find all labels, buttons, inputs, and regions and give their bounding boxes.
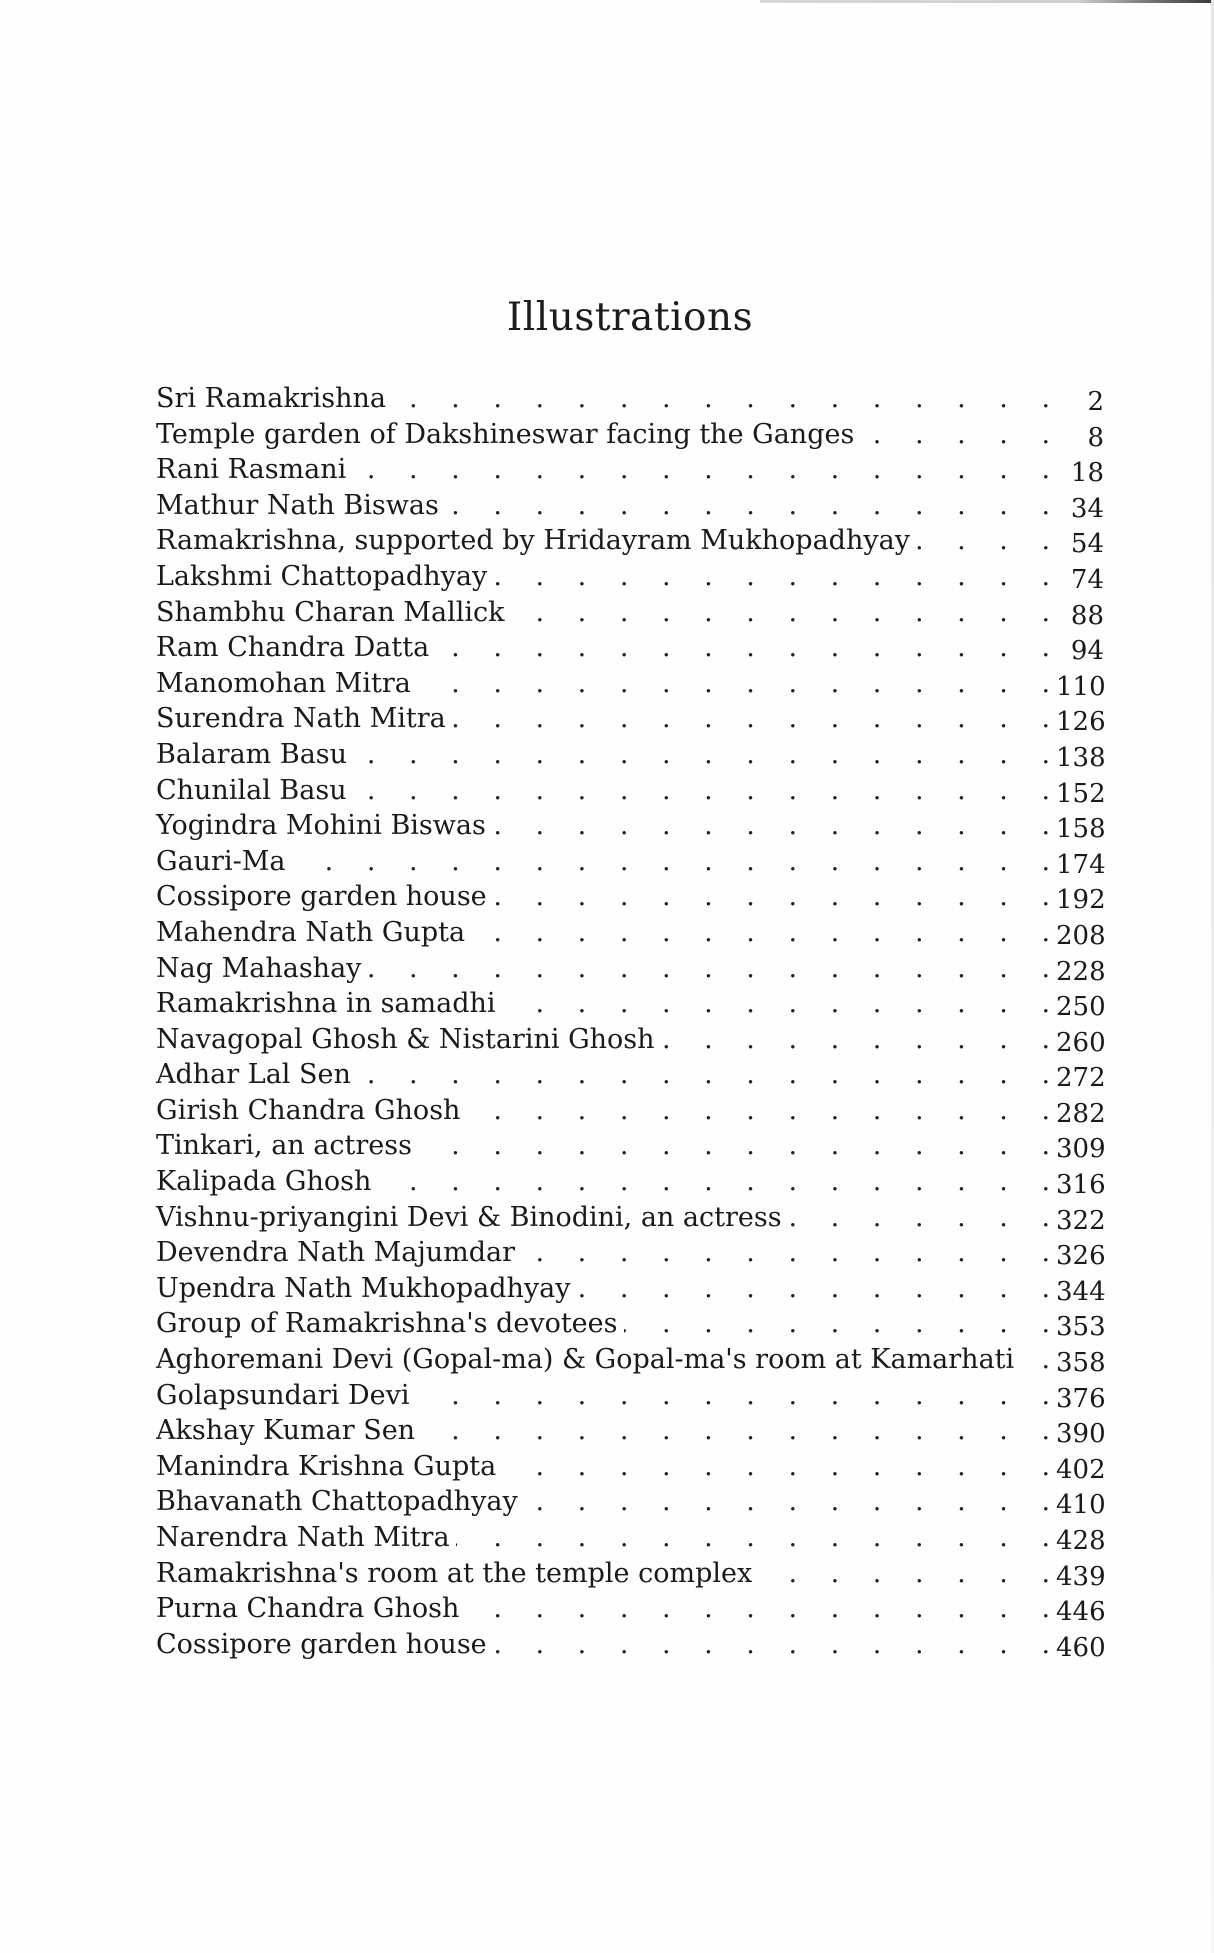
list-item — [156, 666, 1104, 702]
entry-label: Sri Ramakrishna — [156, 381, 392, 417]
list-item — [156, 701, 1104, 737]
entry-label: Adhar Lal Sen — [156, 1057, 357, 1093]
list-item — [156, 1449, 1104, 1485]
list-item — [156, 1128, 1104, 1164]
entry-label: Group of Ramakrishna's devotees — [156, 1306, 624, 1342]
entry-label: Manindra Krishna Gupta — [156, 1449, 502, 1485]
list-item — [156, 1591, 1104, 1627]
entry-page-number: 158 — [1056, 812, 1104, 848]
list-item — [156, 488, 1104, 524]
entry-label: Navagopal Ghosh & Nistarini Ghosh — [156, 1022, 661, 1058]
list-item — [156, 808, 1104, 844]
entry-page-number: 94 — [1056, 634, 1104, 670]
entry-page-number: 192 — [1056, 883, 1104, 919]
entry-label: Girish Chandra Ghosh — [156, 1093, 466, 1129]
entry-page-number: 250 — [1056, 990, 1104, 1026]
entry-label: Cossipore garden house — [156, 879, 493, 915]
entry-page-number: 309 — [1056, 1132, 1104, 1168]
list-item — [156, 986, 1104, 1022]
entry-page-number: 260 — [1056, 1026, 1104, 1062]
list-item — [156, 1164, 1104, 1200]
entry-page-number: 152 — [1056, 777, 1104, 813]
list-item — [156, 915, 1104, 951]
entry-page-number: 316 — [1056, 1168, 1104, 1204]
list-item — [156, 559, 1104, 595]
illustrations-list — [156, 381, 1104, 1662]
entry-label: Mathur Nath Biswas — [156, 488, 445, 524]
page-title: Illustrations — [506, 295, 754, 340]
entry-page-number: 439 — [1056, 1560, 1104, 1596]
dot-leader — [156, 844, 1064, 880]
entry-label: Narendra Nath Mitra — [156, 1520, 456, 1556]
list-item — [156, 417, 1104, 453]
entry-label: Aghoremani Devi (Gopal-ma) & Gopal-ma's room at Kamarhati — [156, 1342, 1020, 1378]
entry-page-number: 174 — [1056, 848, 1104, 884]
entry-page-number: 390 — [1056, 1417, 1104, 1453]
entry-label: Ramakrishna, supported by Hridayram Mukhopadhyay — [156, 523, 916, 559]
list-item — [156, 630, 1104, 666]
list-item — [156, 1556, 1104, 1592]
list-item — [156, 879, 1104, 915]
entry-page-number: 344 — [1056, 1275, 1104, 1311]
list-item — [156, 1271, 1104, 1307]
entry-page-number: 110 — [1056, 670, 1104, 706]
entry-page-number: 358 — [1056, 1346, 1104, 1382]
entry-label: Shambhu Charan Mallick — [156, 595, 510, 631]
entry-label: Nag Mahashay — [156, 951, 367, 987]
list-item — [156, 452, 1104, 488]
list-item — [156, 523, 1104, 559]
entry-label: Yogindra Mohini Biswas — [156, 808, 492, 844]
entry-page-number: 446 — [1056, 1595, 1104, 1631]
entry-label: Devendra Nath Majumdar — [156, 1235, 521, 1271]
entry-page-number: 376 — [1056, 1382, 1104, 1418]
scan-edge-rule — [760, 0, 1214, 3]
list-item — [156, 1378, 1104, 1414]
entry-label: Kalipada Ghosh — [156, 1164, 377, 1200]
entry-label: Rani Rasmani — [156, 452, 352, 488]
entry-label: Bhavanath Chattopadhyay — [156, 1484, 524, 1520]
entry-page-number: 402 — [1056, 1453, 1104, 1489]
list-item — [156, 381, 1104, 417]
entry-page-number: 460 — [1056, 1631, 1104, 1667]
entry-page-number: 138 — [1056, 741, 1104, 777]
entry-label: Temple garden of Dakshineswar facing the Ganges — [156, 417, 860, 453]
list-item — [156, 1093, 1104, 1129]
entry-page-number: 8 — [1056, 421, 1104, 457]
entry-label: Chunilal Basu — [156, 773, 353, 809]
list-item — [156, 1484, 1104, 1520]
entry-page-number: 2 — [1056, 385, 1104, 421]
entry-label: Vishnu-priyangini Devi & Binodini, an actress — [156, 1200, 788, 1236]
list-item — [156, 595, 1104, 631]
list-item — [156, 1413, 1104, 1449]
entry-page-number: 410 — [1056, 1488, 1104, 1524]
list-item — [156, 1057, 1104, 1093]
entry-page-number: 74 — [1056, 563, 1104, 599]
entry-label: Ram Chandra Datta — [156, 630, 435, 666]
entry-page-number: 322 — [1056, 1204, 1104, 1240]
entry-page-number: 282 — [1056, 1097, 1104, 1133]
entry-page-number: 428 — [1056, 1524, 1104, 1560]
entry-label: Ramakrishna in samadhi — [156, 986, 502, 1022]
entry-label: Gauri-Ma — [156, 844, 291, 880]
entry-page-number: 208 — [1056, 919, 1104, 955]
list-item — [156, 1235, 1104, 1271]
entry-label: Akshay Kumar Sen — [156, 1413, 421, 1449]
entry-label: Surendra Nath Mitra — [156, 701, 452, 737]
entry-label: Manomohan Mitra — [156, 666, 417, 702]
list-item — [156, 1306, 1104, 1342]
entry-page-number: 18 — [1056, 456, 1104, 492]
entry-label: Golapsundari Devi — [156, 1378, 416, 1414]
list-item — [156, 1342, 1104, 1378]
entry-label: Tinkari, an actress — [156, 1128, 418, 1164]
list-item — [156, 1022, 1104, 1058]
list-item — [156, 1200, 1104, 1236]
entry-label: Mahendra Nath Gupta — [156, 915, 471, 951]
entry-page-number: 228 — [1056, 955, 1104, 991]
list-item — [156, 844, 1104, 880]
entry-page-number: 272 — [1056, 1061, 1104, 1097]
entry-page-number: 34 — [1056, 492, 1104, 528]
entry-label: Ramakrishna's room at the temple complex — [156, 1556, 758, 1592]
entry-page-number: 54 — [1056, 527, 1104, 563]
entry-label: Upendra Nath Mukhopadhyay — [156, 1271, 577, 1307]
entry-label: Cossipore garden house — [156, 1627, 493, 1663]
entry-page-number: 126 — [1056, 705, 1104, 741]
list-item — [156, 773, 1104, 809]
entry-page-number: 88 — [1056, 599, 1104, 635]
entry-page-number: 326 — [1056, 1239, 1104, 1275]
entry-label: Lakshmi Chattopadhyay — [156, 559, 493, 595]
list-item — [156, 1627, 1104, 1663]
list-item — [156, 1520, 1104, 1556]
entry-label: Balaram Basu — [156, 737, 353, 773]
list-item — [156, 951, 1104, 987]
list-item — [156, 737, 1104, 773]
entry-page-number: 353 — [1056, 1310, 1104, 1346]
entry-label: Purna Chandra Ghosh — [156, 1591, 465, 1627]
